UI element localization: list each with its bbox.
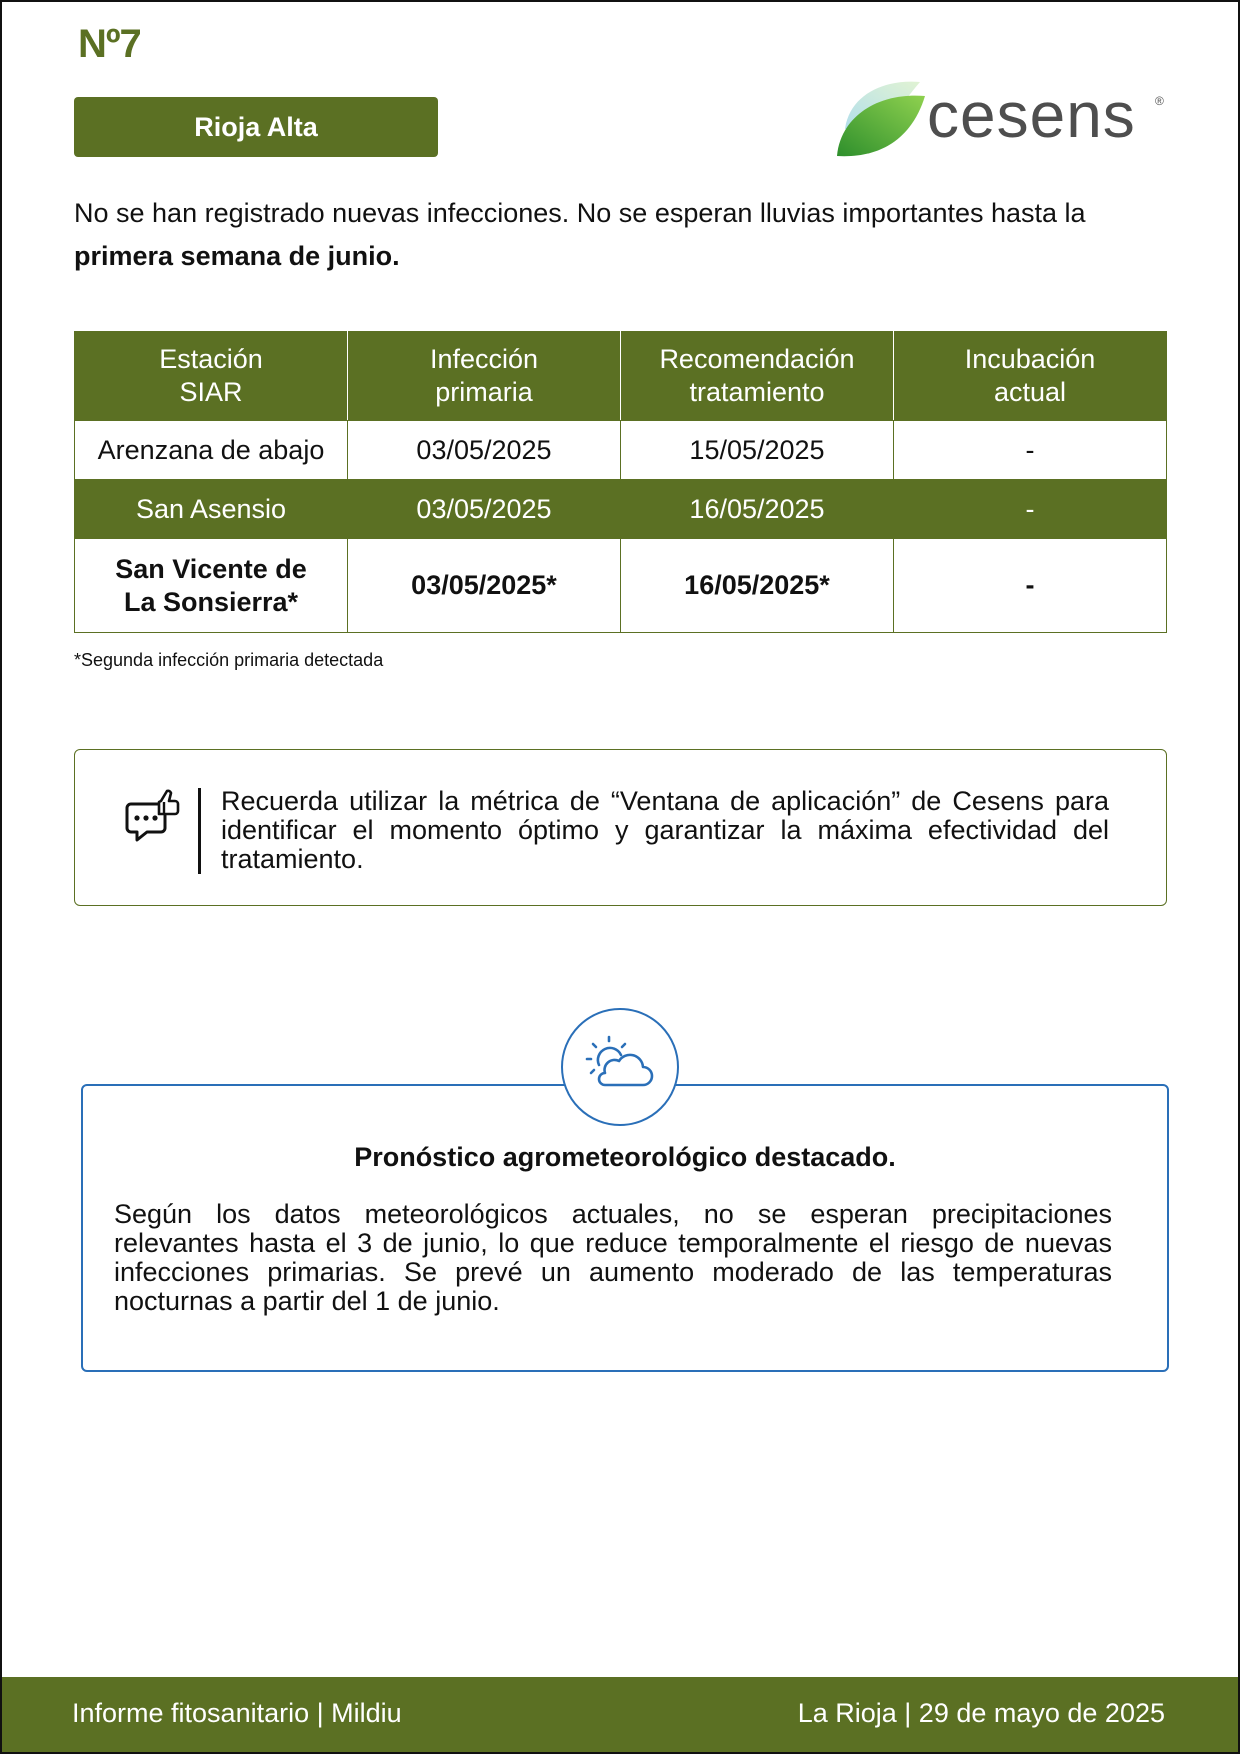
- cell-station: [75, 539, 348, 633]
- footer-bar: [2, 1677, 1238, 1752]
- intro-text: No se han registrado nuevas infecciones. No se esperan lluvias importantes hasta la: [74, 198, 1086, 228]
- cell-treatment: 15/05/2025: [621, 421, 894, 480]
- header-station-line1: Estación: [159, 344, 263, 374]
- intro-paragraph: [74, 192, 1174, 278]
- header-station-line2: SIAR: [179, 377, 243, 407]
- forecast-box: [81, 1084, 1169, 1372]
- cell-station: San Asensio: [75, 480, 348, 539]
- cell-incubation: -: [894, 539, 1167, 633]
- cell-station: Arenzana de abajo: [75, 421, 348, 480]
- forecast-text: Según los datos meteorológicos actuales, no se esperan precipitaciones relevantes hasta el 3 de junio, lo que reduce temporalmente el riesgo de nuevas infecciones primarias. Se prevé un aumento moderado de las temperaturas nocturnas a partir del 1 de junio.: [114, 1199, 1112, 1316]
- cell-station-line1: San Vicente de: [115, 553, 307, 584]
- footer-location-date: La Rioja | 29 de mayo de 2025: [797, 1698, 1165, 1728]
- header-treatment-line1: Recomendación: [659, 344, 855, 374]
- issue-number: Nº7: [78, 22, 141, 66]
- tip-divider: [198, 788, 201, 874]
- chat-thumbs-up-icon: [125, 788, 181, 848]
- header-station: [75, 332, 348, 421]
- table-row: [75, 480, 1167, 539]
- table-row: [75, 421, 1167, 480]
- cell-incubation: -: [894, 421, 1167, 480]
- header-incubation-line1: Incubación: [964, 344, 1096, 374]
- header-infection: [348, 332, 621, 421]
- header-incubation-line2: actual: [993, 377, 1067, 407]
- header-treatment-line2: tratamiento: [689, 377, 825, 407]
- header-infection-line2: primaria: [435, 377, 533, 407]
- cell-incubation: -: [894, 480, 1167, 539]
- stations-table: [74, 331, 1167, 633]
- cesens-logo: [835, 74, 1170, 164]
- logo-wordmark: cesens: [927, 79, 1136, 151]
- cell-infection: 03/05/2025*: [348, 539, 621, 633]
- leaf-icon: [835, 74, 925, 164]
- cell-infection: 03/05/2025: [348, 480, 621, 539]
- table-row: [75, 539, 1167, 633]
- footnote: *Segunda infección primaria detectada: [74, 650, 384, 670]
- registered-mark: ®: [1155, 94, 1164, 108]
- table-header-row: [75, 332, 1167, 421]
- forecast-title: Pronóstico agrometeorológico destacado.: [354, 1142, 896, 1172]
- sun-cloud-icon: [561, 1008, 679, 1126]
- cell-station-line2: La Sonsierra*: [123, 586, 299, 617]
- cell-treatment: 16/05/2025*: [621, 539, 894, 633]
- header-incubation: [894, 332, 1167, 421]
- tip-box: [74, 749, 1167, 906]
- intro-bold: primera semana de junio.: [74, 241, 400, 271]
- tip-text: Recuerda utilizar la métrica de “Ventana de aplicación” de Cesens para identificar el momento óptimo y garantizar la máxima efectividad del tratamiento.: [221, 786, 1109, 874]
- cell-infection: 03/05/2025: [348, 421, 621, 480]
- region-label: Rioja Alta: [74, 97, 438, 157]
- header-infection-line1: Infección: [429, 344, 539, 374]
- header-treatment: [621, 332, 894, 421]
- footer-report-type: Informe fitosanitario | Mildiu: [72, 1698, 402, 1728]
- cell-treatment: 16/05/2025: [621, 480, 894, 539]
